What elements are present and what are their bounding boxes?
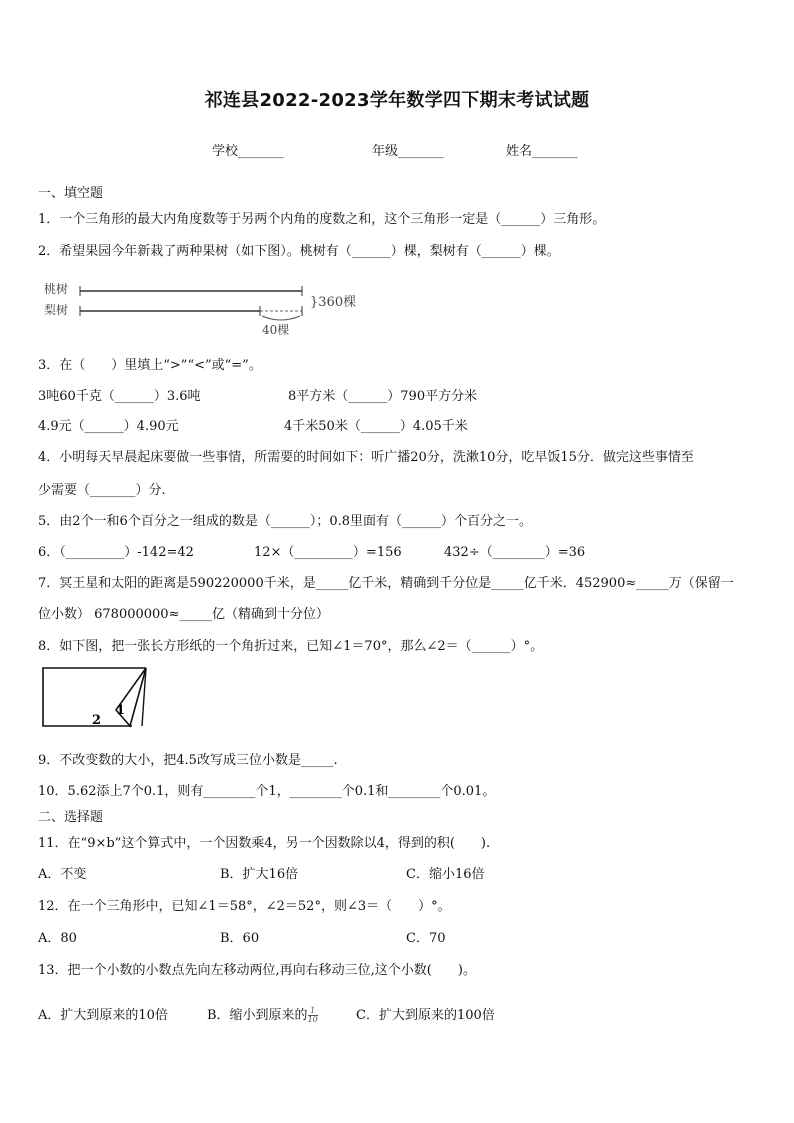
question-6b: 12×（_________）=156	[254, 545, 402, 560]
question-12-option-b: B．60	[220, 931, 260, 946]
question-2: 2．希望果园今年新栽了两种果树（如下图）。桃树有（______）棵，梨树有（______）棵。	[38, 244, 560, 259]
question-6c: 432÷（________）=36	[444, 545, 586, 560]
question-5: 5．由2个一和6个百分之一组成的数是（______）；0.8里面有（______）个百分之一。	[38, 514, 532, 529]
diff-label: 40棵	[262, 323, 290, 337]
question-13: 13．把一个小数的小数点先向左移动两位,再向右移动三位,这个小数( )。	[38, 963, 476, 978]
fraction-denominator: 10	[307, 1015, 318, 1024]
question-3: 3．在（ ）里填上“>”“<”或“=”。	[38, 358, 262, 373]
total-label: }360棵	[310, 295, 357, 310]
name-field: 姓名_______	[506, 144, 578, 159]
peach-tree-label: 桃树	[44, 282, 69, 296]
school-field: 学校_______	[212, 144, 284, 159]
question-3b: 8平方米（______）790平方分米	[288, 389, 478, 404]
question-13-option-a: A．扩大到原来的10倍	[38, 1008, 168, 1023]
page-title: 祁连县2022-2023学年数学四下期末考试试题	[204, 90, 590, 111]
question-4-line-1: 4．小明每天早晨起床要做一些事情，所需要的时间如下：听广播20分，洗漱10分，吃早饭15分．做完这些事情至	[38, 450, 694, 465]
angle-2-label: 2	[92, 713, 102, 728]
section-choice: 二、选择题	[38, 810, 104, 825]
question-7-line-2: 位小数） 678000000≈_____亿（精确到十分位）	[38, 607, 329, 622]
question-9: 9．不改变数的大小，把4.5改写成三位小数是_____.	[38, 753, 338, 768]
question-13-option-b	[207, 1004, 318, 1024]
fraction-one-tenth	[308, 1007, 318, 1024]
pear-tree-label: 梨树	[44, 303, 69, 317]
question-12: 12．在一个三角形中，已知∠1＝58°，∠2＝52°，则∠3＝（ ）°。	[38, 899, 451, 914]
question-3c: 4.9元（______）4.90元	[38, 419, 179, 434]
tree-bar-figure	[40, 278, 380, 338]
question-10: 10．5.62添上7个0.1，则有________个1，________个0.1和________个0.01。	[38, 784, 496, 799]
question-11: 11．在“9×b”这个算式中，一个因数乘4，另一个因数除以4，得到的积( ).	[38, 836, 491, 851]
diff-brace	[262, 316, 300, 320]
question-12-option-a: A．80	[38, 931, 77, 946]
question-6a: 6．（_________）-142=42	[38, 545, 194, 560]
grade-field: 年级_______	[372, 144, 444, 159]
question-11-option-b: B．扩大16倍	[220, 867, 299, 882]
angle-1-label: 1	[116, 703, 126, 718]
question-7-line-1: 7．冥王星和太阳的距离是590220000千米，是_____亿千米，精确到千分位是_____亿千米．452900≈_____万（保留一	[38, 576, 734, 591]
fraction-numerator: 1	[308, 1007, 318, 1016]
section-fill-blank: 一、填空题	[38, 186, 104, 201]
question-3a: 3吨60千克（______）3.6吨	[38, 389, 201, 404]
question-8: 8．如下图，把一张长方形纸的一个角折过来，已知∠1＝70°，那么∠2＝（______）°。	[38, 639, 544, 654]
question-1: 1．一个三角形的最大内角度数等于另两个内角的度数之和，这个三角形一定是（______）三角形。	[38, 212, 606, 227]
question-13-option-c: C．扩大到原来的100倍	[356, 1008, 495, 1023]
question-11-option-c: C．缩小16倍	[406, 867, 485, 882]
question-12-option-c: C．70	[406, 931, 446, 946]
question-13-option-b-text: B．缩小到原来的	[207, 1008, 308, 1023]
folded-paper-figure	[40, 664, 160, 730]
question-11-option-a: A．不变	[38, 867, 87, 882]
question-4-line-2: 少需要（_______）分.	[38, 483, 166, 498]
question-3d: 4千米50米（______）4.05千米	[284, 419, 468, 434]
